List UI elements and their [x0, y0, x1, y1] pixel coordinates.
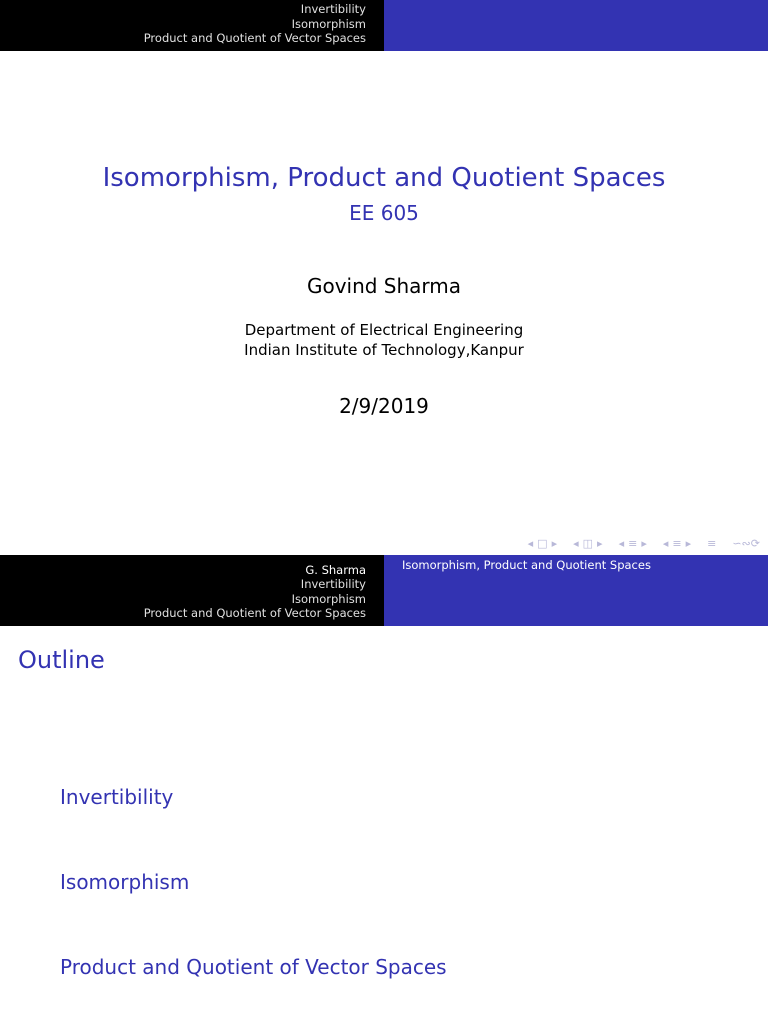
presentation-title: Isomorphism, Product and Quotient Spaces [102, 163, 666, 193]
headline-right-panel [384, 0, 768, 51]
headline-section-invertibility[interactable]: Invertibility [300, 577, 366, 592]
headline-section-product-quotient[interactable]: Product and Quotient of Vector Spaces [143, 606, 366, 621]
section-icon[interactable]: ≡ [628, 537, 638, 550]
prev-document-arrow-icon[interactable]: ◂ [662, 537, 669, 550]
headline-section-invertibility[interactable]: Invertibility [300, 2, 366, 17]
title-block [0, 160, 768, 420]
document-icon[interactable]: ≡ [672, 537, 682, 550]
section-navigation [0, 0, 384, 51]
presentation-subtitle: EE 605 [349, 201, 419, 225]
institute [0, 320, 768, 360]
prev-frame-arrow-icon[interactable]: ◂ [527, 537, 534, 550]
author-name: Govind Sharma [306, 274, 462, 298]
table-of-contents [60, 783, 447, 1024]
beamer-navigation-symbols [528, 537, 760, 550]
subsection-icon[interactable]: ◫ [582, 537, 594, 550]
prev-section-arrow-icon[interactable]: ◂ [618, 537, 625, 550]
headline-author: G. Sharma [305, 562, 366, 577]
toc-item-isomorphism[interactable]: Isomorphism [60, 870, 190, 894]
institute-name: Indian Institute of Technology,Kanpur [244, 341, 524, 359]
next-document-arrow-icon[interactable]: ▸ [685, 537, 692, 550]
headline-short-title: Isomorphism, Product and Quotient Spaces [402, 558, 651, 572]
frame-title: Outline [18, 646, 105, 674]
headline-section-isomorphism[interactable]: Isomorphism [291, 16, 366, 31]
presentation-date: 2/9/2019 [339, 394, 429, 418]
toc-item-product-quotient[interactable]: Product and Quotient of Vector Spaces [60, 955, 447, 979]
headline-section-product-quotient[interactable]: Product and Quotient of Vector Spaces [143, 31, 366, 46]
slide-headline [0, 555, 768, 626]
align-icon[interactable]: ≡ [707, 537, 717, 550]
institute-department: Department of Electrical Engineering [244, 321, 524, 339]
next-subsection-arrow-icon[interactable]: ▸ [597, 537, 603, 550]
search-back-forward-icon[interactable]: ∽∾⟳ [732, 537, 760, 550]
frame-icon[interactable]: □ [537, 537, 548, 550]
next-section-arrow-icon[interactable]: ▸ [641, 537, 647, 550]
headline-section-isomorphism[interactable]: Isomorphism [291, 591, 366, 606]
headline-right-panel [384, 555, 768, 626]
section-navigation [0, 555, 384, 626]
outline-slide [0, 555, 768, 1024]
next-frame-arrow-icon[interactable]: ▸ [551, 537, 558, 550]
prev-subsection-arrow-icon[interactable]: ◂ [573, 537, 579, 550]
toc-item-invertibility[interactable]: Invertibility [60, 785, 174, 809]
slide-headline [0, 0, 768, 51]
